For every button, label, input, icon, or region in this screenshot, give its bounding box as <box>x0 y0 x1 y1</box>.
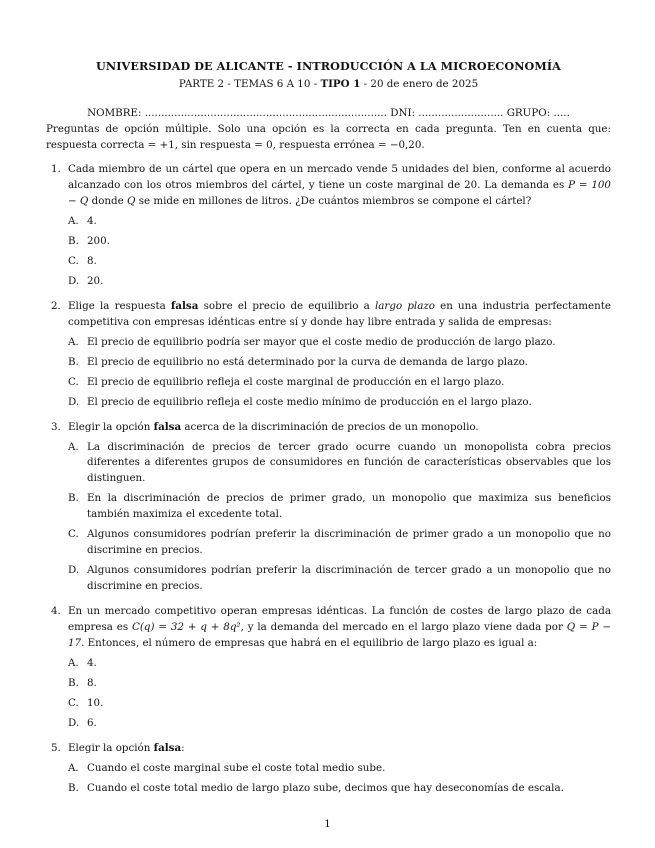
question-text <box>68 604 611 652</box>
question-number: 2. <box>51 299 61 312</box>
option-b <box>68 781 611 797</box>
exam-type: TIPO 1 <box>320 78 361 91</box>
option-list <box>68 335 611 411</box>
option-letter: A. <box>68 761 79 774</box>
option-d <box>68 274 611 290</box>
option-letter: B. <box>68 355 79 368</box>
option-letter: C. <box>68 375 79 388</box>
option-list <box>68 214 611 290</box>
text-segment: Elige la respuesta <box>68 299 171 312</box>
exam-subtitle <box>46 77 611 93</box>
option-a <box>68 440 611 488</box>
question-number: 3. <box>51 420 61 433</box>
option-text: En la discriminación de precios de primer grado, un monopolio que maximiza sus beneficios también maximiza el excedente total. <box>87 492 611 521</box>
option-a <box>68 761 611 777</box>
demand-equation: P = 100 − Q <box>68 179 611 208</box>
demand-equation: Q = P − 17 <box>68 621 611 649</box>
option-letter: D. <box>68 274 80 287</box>
question-text <box>68 741 611 757</box>
option-list <box>68 656 611 732</box>
option-text: 4. <box>87 656 97 669</box>
option-text: 20. <box>87 274 104 287</box>
page-number: 1 <box>324 818 331 830</box>
exam-title: UNIVERSIDAD DE ALICANTE - INTRODUCCIÓN A LA MICROECONOMÍA <box>96 59 561 73</box>
option-text: 8. <box>87 676 97 689</box>
text-segment: Elegir la opción <box>68 741 154 754</box>
option-text: 200. <box>87 234 110 247</box>
option-letter: D. <box>68 564 80 577</box>
text-segment: . Entonces, el número de empresas que habrá en el equilibrio de largo plazo es igual a: <box>81 637 538 649</box>
exam-date: - 20 de enero de 2025 <box>360 78 479 91</box>
text-segment: , y la demanda del mercado en el largo plazo viene dada por <box>240 621 567 634</box>
option-b <box>68 676 611 692</box>
question-3 <box>46 420 611 596</box>
text-segment: Cada miembro de un cártel que opera en un mercado vende 5 unidades del bien, conforme al acuerdo alcanzado con los otros miembros del cártel, y tiene un coste marginal de 20. La demanda es <box>68 163 611 192</box>
option-letter: C. <box>68 696 79 709</box>
option-letter: D. <box>68 395 80 408</box>
exam-page <box>46 58 611 806</box>
option-text: Algunos consumidores podrían preferir la discriminación de primer grado a un monopolio que no discrimine en precios. <box>87 528 611 557</box>
option-text: 6. <box>87 716 97 729</box>
question-list <box>46 162 611 796</box>
option-letter: A. <box>68 440 79 453</box>
option-text: 4. <box>87 215 97 228</box>
option-d <box>68 563 611 595</box>
text-segment: se mide en millones de litros. ¿De cuántos miembros se compone el cártel? <box>135 195 532 208</box>
question-5 <box>46 741 611 797</box>
emphasis-bold: falsa <box>153 741 182 754</box>
option-text: El precio de equilibrio no está determinado por la curva de demanda de largo plazo. <box>87 355 528 368</box>
math-variable: Q <box>127 195 136 208</box>
option-list <box>68 761 611 797</box>
option-a <box>68 656 611 672</box>
option-letter: A. <box>68 335 79 348</box>
option-text: El precio de equilibrio refleja el coste marginal de producción en el largo plazo. <box>87 375 505 388</box>
option-letter: B. <box>68 492 79 505</box>
instructions: Preguntas de opción múltiple. Solo una opción es la correcta en cada pregunta. Ten en cuenta que: respuesta correcta = +1, sin respuesta = 0, respuesta errónea = −0,20. <box>46 123 611 152</box>
option-text: La discriminación de precios de tercer grado ocurre cuando un monopolista cobra precios diferentes a diferentes grupos de consumidores en función de características observables que los distinguen. <box>87 440 611 485</box>
option-letter: C. <box>68 528 79 541</box>
text-segment: : <box>181 741 185 754</box>
question-1 <box>46 162 611 290</box>
text-segment: acerca de la discriminación de precios de un monopolio. <box>181 420 479 433</box>
emphasis-bold: falsa <box>153 420 182 433</box>
option-b <box>68 355 611 371</box>
question-text <box>68 420 611 436</box>
option-text: El precio de equilibrio refleja el coste medio mínimo de producción en el largo plazo. <box>87 395 532 408</box>
option-b <box>68 491 611 523</box>
question-number: 4. <box>51 605 61 618</box>
option-letter: B. <box>68 676 79 689</box>
option-c <box>68 696 611 712</box>
emphasis-italic: largo plazo <box>375 299 435 312</box>
dni-field: DNI: .......................... <box>390 107 504 120</box>
question-text <box>68 162 611 210</box>
option-text: Cuando el coste marginal sube el coste total medio sube. <box>87 761 386 774</box>
option-letter: B. <box>68 234 79 247</box>
option-a <box>68 214 611 230</box>
cost-function: C(q) = 32 + q + 8q² <box>132 621 241 634</box>
text-segment: En un mercado competitivo operan empresas idénticas. La función de costes de largo plazo de cada empresa es <box>68 605 611 634</box>
question-number: 5. <box>51 741 61 754</box>
option-c <box>68 375 611 391</box>
option-text: 8. <box>87 254 97 267</box>
option-text: El precio de equilibrio podría ser mayor que el coste medio de producción de largo plazo. <box>87 335 556 348</box>
option-b <box>68 234 611 250</box>
text-segment: donde <box>88 195 127 208</box>
option-d <box>68 395 611 411</box>
text-segment: sobre el precio de equilibrio a <box>198 299 375 312</box>
option-d <box>68 716 611 732</box>
option-letter: D. <box>68 716 80 729</box>
group-field: GRUPO: ..... <box>506 107 570 120</box>
subtitle-part: PARTE 2 - TEMAS 6 A 10 - <box>178 78 321 91</box>
text-segment: Elegir la opción <box>68 420 154 433</box>
option-text: Cuando el coste total medio de largo plazo sube, decimos que hay deseconomías de escala. <box>87 781 564 794</box>
name-field: NOMBRE: .......................................................................... <box>87 107 387 120</box>
option-text: Algunos consumidores podrían preferir la discriminación de tercer grado a un monopolio que no discrimine en precios. <box>87 564 611 593</box>
option-c <box>68 254 611 270</box>
emphasis-bold: falsa <box>170 299 199 312</box>
option-letter: A. <box>68 656 79 669</box>
option-a <box>68 335 611 351</box>
text-segment: en una industria perfectamente competitiva con empresas idénticas entre sí y donde hay libre entrada y salida de empresas: <box>68 299 611 328</box>
question-text <box>68 299 611 331</box>
question-number: 1. <box>51 163 61 176</box>
student-fields <box>46 106 611 122</box>
option-text: 10. <box>87 696 104 709</box>
question-2 <box>46 299 611 411</box>
question-4 <box>46 604 611 732</box>
option-letter: B. <box>68 781 79 794</box>
option-c <box>68 527 611 559</box>
option-letter: A. <box>68 215 79 228</box>
option-list <box>68 440 611 596</box>
option-letter: C. <box>68 254 79 267</box>
